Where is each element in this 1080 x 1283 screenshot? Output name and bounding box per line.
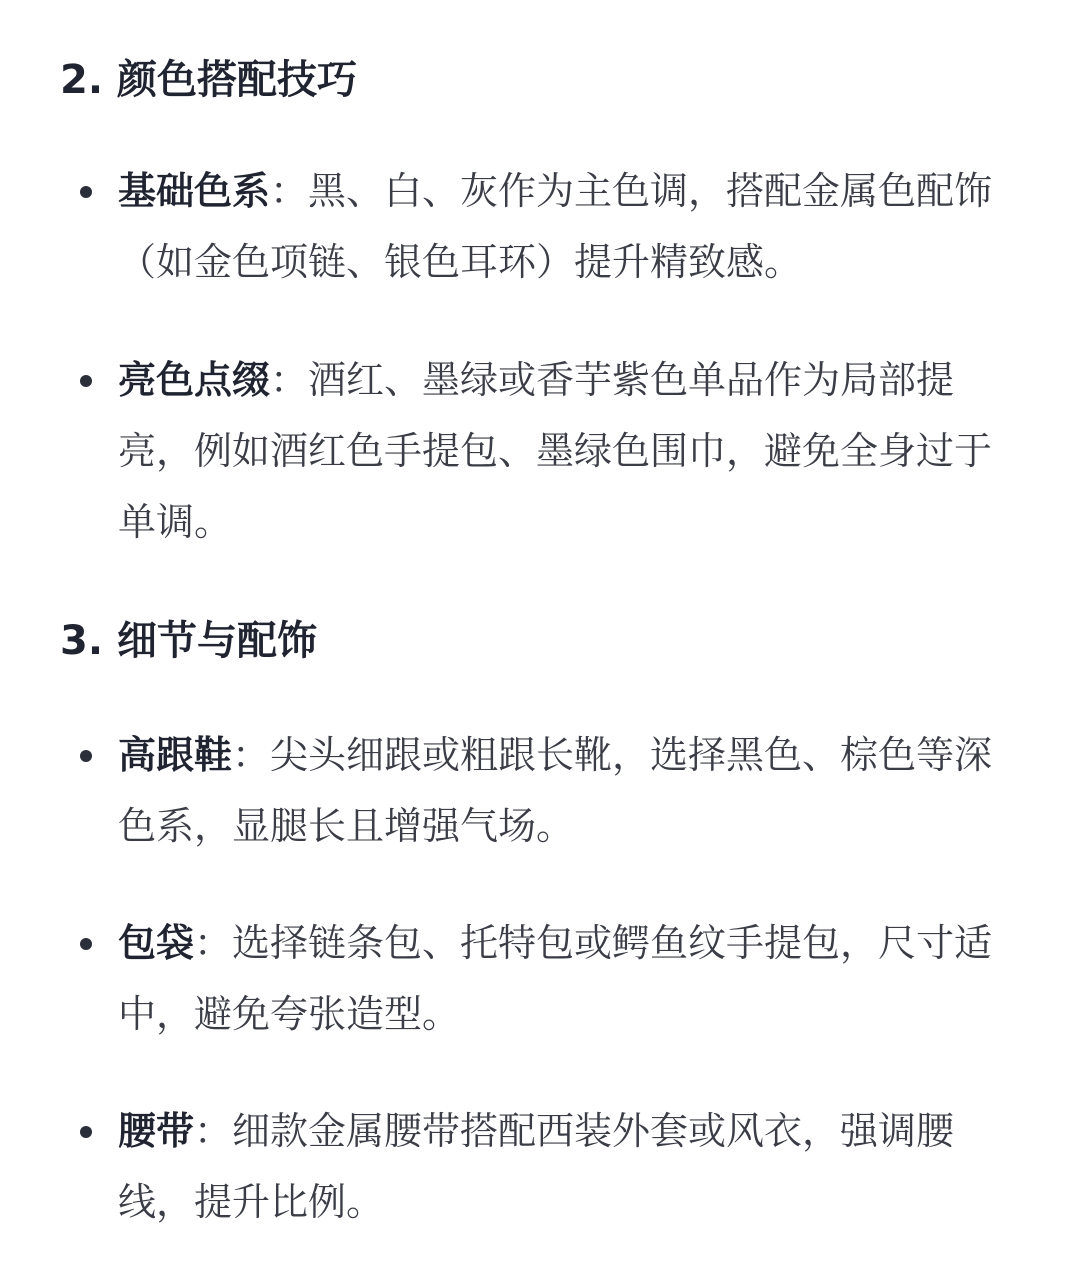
section-heading-details-accessories: 3. 细节与配饰	[60, 618, 317, 664]
bullet-icon	[80, 1126, 92, 1138]
bullet-icon	[80, 186, 92, 198]
bullet-icon	[80, 938, 92, 950]
list-item-text	[118, 720, 1008, 862]
list-item-separator: ：	[270, 358, 309, 402]
list-item-term: 包袋	[118, 921, 195, 965]
list-item-separator: ：	[194, 1109, 233, 1153]
list-item-term: 基础色系	[118, 169, 271, 213]
list-item-text	[118, 1096, 1008, 1238]
list-item-description: 酒红、墨绿或香芋紫色单品作为局部提亮，例如酒红色手提包、墨绿色围巾，避免全身过于单调。	[118, 358, 993, 544]
list-item-term: 高跟鞋	[118, 733, 233, 777]
list-item-text	[118, 156, 1008, 298]
bullet-icon	[80, 375, 92, 387]
list-item-separator: ：	[270, 169, 309, 213]
list-item-description: 黑、白、灰作为主色调，搭配金属色配饰（如金色项链、银色耳环）提升精致感。	[118, 169, 993, 284]
list-item-text	[118, 345, 1008, 558]
list-item-description: 细款金属腰带搭配西装外套或风衣，强调腰线，提升比例。	[118, 1109, 955, 1224]
list-item-description: 尖头细跟或粗跟长靴，选择黑色、棕色等深色系，显腿长且增强气场。	[118, 733, 993, 848]
section-heading-color-matching: 2. 颜色搭配技巧	[60, 57, 357, 103]
list-item-term: 亮色点缀	[118, 358, 271, 402]
list-item-separator: ：	[232, 733, 271, 777]
bullet-icon	[80, 750, 92, 762]
list-item-description: 选择链条包、托特包或鳄鱼纹手提包，尺寸适中，避免夸张造型。	[118, 921, 993, 1036]
list-item-separator: ：	[194, 921, 233, 965]
list-item-text	[118, 908, 1008, 1050]
list-item-term: 腰带	[118, 1109, 195, 1153]
